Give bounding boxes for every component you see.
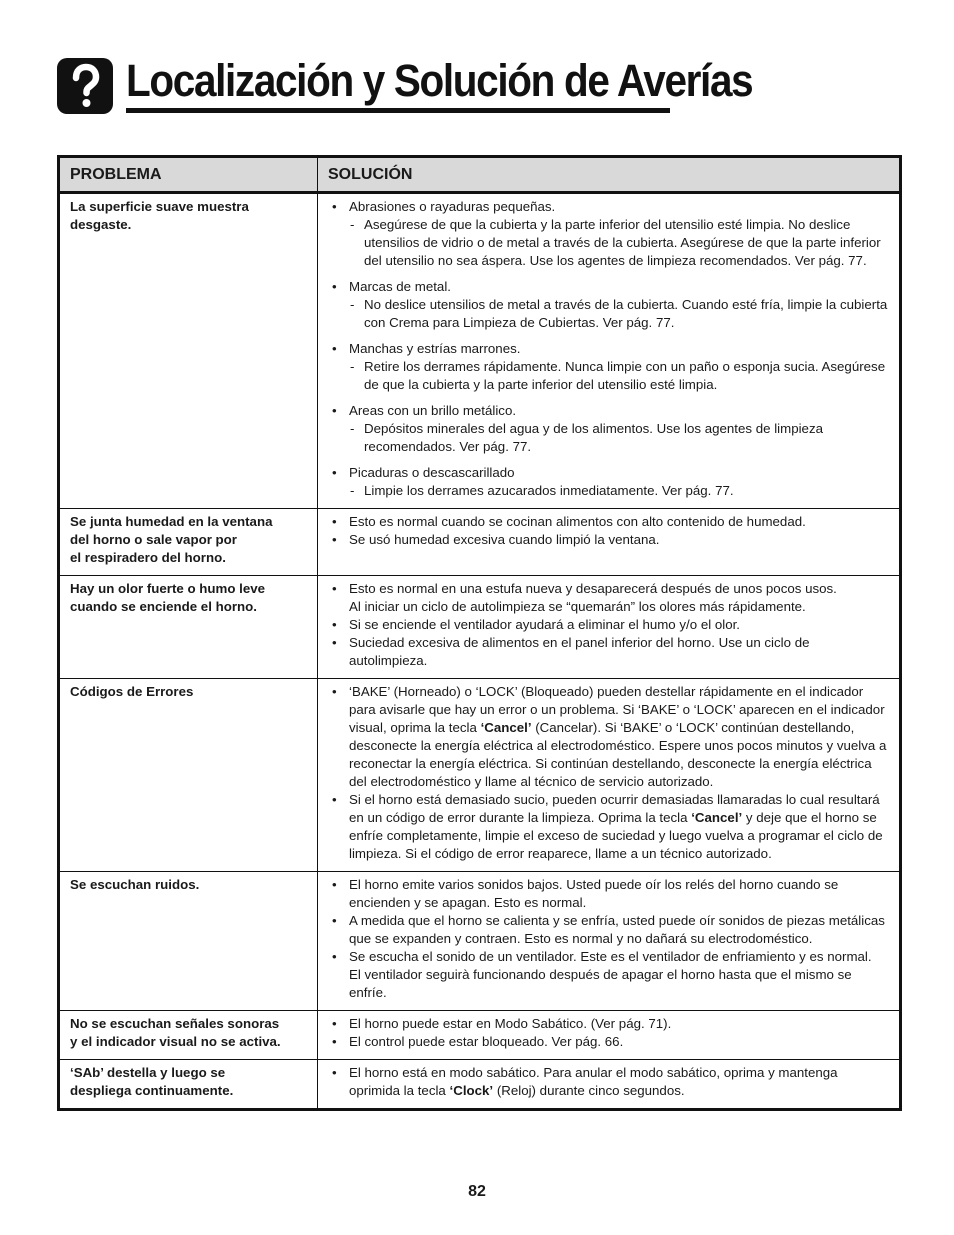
problem-cell <box>59 576 318 679</box>
solution-bullet: • El control puede estar bloqueado. Ver pág. 66. <box>332 1033 891 1051</box>
spacer <box>332 270 891 278</box>
table-row <box>59 1060 901 1110</box>
table-row <box>59 1011 901 1060</box>
column-header-solution: SOLUCIÓN <box>318 157 901 193</box>
solution-text: ‘BAKE’ (Horneado) o ‘LOCK’ (Bloqueado) pueden destellar rápidamente en el indicador para avisarle que hay un error o un problema. Si ‘BAKE’ o ‘LOCK’ aparecen en el indicador visual, oprima la tecla <box>349 684 885 735</box>
solution-cell <box>318 193 901 509</box>
table-body <box>59 193 901 1110</box>
problem-text: No se escuchan señales sonoras <box>70 1016 280 1031</box>
solution-bullet: • Abrasiones o rayaduras pequeñas. <box>332 198 891 216</box>
spacer <box>332 456 891 464</box>
table-row <box>59 576 901 679</box>
problem-text: Se junta humedad en la ventana <box>70 514 273 529</box>
table-row <box>59 872 901 1011</box>
problem-text: y el indicador visual no se activa. <box>70 1034 281 1049</box>
problem-text: desgaste. <box>70 217 132 232</box>
table-row <box>59 509 901 576</box>
problem-cell <box>59 509 318 576</box>
problem-text: ‘SAb’ destella y luego se <box>70 1065 226 1080</box>
problem-text: Hay un olor fuerte o humo leve <box>70 581 266 596</box>
solution-detail: - No deslice utensilios de metal a través de la cubierta. Cuando esté fría, limpie la cubierta con Crema para Limpieza de Cubiertas. Ver pág. 77. <box>332 296 891 332</box>
solution-cell <box>318 872 901 1011</box>
solution-bullet: • Se escucha el sonido de un ventilador. Este es el ventilador de enfriamiento y es normal. <box>332 948 891 966</box>
table-row <box>59 679 901 872</box>
solution-cell <box>318 509 901 576</box>
solution-text: El horno está en modo sabático. Para anular el modo sabático, oprima y mantenga oprimida la tecla <box>349 1065 838 1098</box>
page-number: 82 <box>468 1183 486 1200</box>
solution-cell <box>318 1011 901 1060</box>
solution-bullet: • Esto es normal cuando se cocinan alimentos con alto contenido de humedad. <box>332 513 891 531</box>
problem-text: despliega continuamente. <box>70 1083 234 1098</box>
solution-bullet: • Si se enciende el ventilador ayudará a eliminar el humo y/o el olor. <box>332 616 891 634</box>
solution-detail: - Retire los derrames rápidamente. Nunca limpie con un paño o esponja sucia. Asegúrese de que la cubierta y la parte inferior del utensilio esté limpia. <box>332 358 891 394</box>
problem-text: La superficie suave muestra <box>70 199 249 214</box>
key-name: ‘Cancel’ <box>691 810 743 825</box>
problem-text: el respiradero del horno. <box>70 550 226 565</box>
solution-text: Si el horno está demasiado sucio, pueden ocurrir demasiadas llamaradas lo cual resultará en un código de error durante la limpieza. Oprima la tecla <box>349 792 880 825</box>
solution-cell <box>318 1060 901 1110</box>
solution-bullet <box>332 791 891 863</box>
problem-cell <box>59 1011 318 1060</box>
solution-continuation: El ventilador seguirà funcionando después de apagar el horno hasta que el mismo se enfríe. <box>349 967 852 1000</box>
problem-text: del horno o sale vapor por <box>70 532 237 547</box>
troubleshooting-table <box>57 155 902 1111</box>
problem-cell <box>59 1060 318 1110</box>
title-underline <box>126 108 670 113</box>
problem-cell <box>59 193 318 509</box>
solution-bullet: • Se usó humedad excesiva cuando limpió la ventana. <box>332 531 891 549</box>
table-header-row <box>59 157 901 193</box>
solution-cell <box>318 679 901 872</box>
solution-detail: - Asegúrese de que la cubierta y la parte inferior del utensilio esté limpia. No deslice utensilios de vidrio o de metal a través de la cubierta. Asegúrese de que la parte inferior del utensilio no sea áspera. Use los agentes de limpieza recomendados. Ver pág. 77. <box>332 216 891 270</box>
solution-cell <box>318 576 901 679</box>
solution-bullet: • Marcas de metal. <box>332 278 891 296</box>
question-mark-icon <box>57 58 113 114</box>
solution-bullet: • El horno emite varios sonidos bajos. Usted puede oír los relés del horno cuando se encienden y se apagan. Esto es normal. <box>332 876 891 912</box>
problem-text: Se escuchan ruidos. <box>70 877 200 892</box>
solution-bullet: • Suciedad excesiva de alimentos en el panel inferior del horno. Use un ciclo de autolimpieza. <box>332 634 891 670</box>
spacer <box>332 394 891 402</box>
problem-cell <box>59 679 318 872</box>
solution-bullet: • Picaduras o descascarillado <box>332 464 891 482</box>
solution-continuation: Al iniciar un ciclo de autolimpieza se “quemarán” los olores más rápidamente. <box>349 599 806 614</box>
problem-text: cuando se enciende el horno. <box>70 599 257 614</box>
problem-cell <box>59 872 318 1011</box>
solution-text: (Cancelar). Si ‘BAKE’ o ‘LOCK’ continúan destellando, desconecte la energía eléctrica al electrodoméstico. Espere unos pocos minutos y vuelva a reconectar la energía eléctrica. Si continúan destellando, desconecte la energía eléctrica del electrodoméstico y llame al técnico de servicio autorizado. <box>349 720 887 789</box>
solution-text: y deje que el horno se enfríe completamente, limpie el exceso de suciedad y luego vuelva a programar el ciclo de limpieza. Si el código de error reaparece, llame a un técnico autorizado. <box>349 810 883 861</box>
spacer <box>332 332 891 340</box>
page-title: Localización y Solución de Averías <box>126 55 753 106</box>
solution-bullet <box>332 683 891 791</box>
solution-bullet: • Esto es normal en una estufa nueva y desaparecerá después de unos pocos usos. <box>332 580 891 598</box>
solution-bullet <box>332 1064 891 1100</box>
column-header-problem: PROBLEMA <box>59 157 318 193</box>
solution-detail: - Limpie los derrames azucarados inmediatamente. Ver pág. 77. <box>332 482 891 500</box>
problem-text: Códigos de Errores <box>70 684 194 699</box>
table-row <box>59 193 901 509</box>
solution-bullet: • Manchas y estrías marrones. <box>332 340 891 358</box>
solution-detail: - Depósitos minerales del agua y de los alimentos. Use los agentes de limpieza recomendados. Ver pág. 77. <box>332 420 891 456</box>
key-name: ‘Cancel’ <box>480 720 532 735</box>
solution-bullet: • El horno puede estar en Modo Sabático. (Ver pág. 71). <box>332 1015 891 1033</box>
key-name: ‘Clock’ <box>449 1083 494 1098</box>
solution-bullet: • Areas con un brillo metálico. <box>332 402 891 420</box>
solution-bullet: • A medida que el horno se calienta y se enfría, usted puede oír sonidos de piezas metálicas que se expanden y contraen. Esto es normal y no dañará su electrodoméstico. <box>332 912 891 948</box>
solution-text: (Reloj) durante cinco segundos. <box>493 1083 685 1098</box>
